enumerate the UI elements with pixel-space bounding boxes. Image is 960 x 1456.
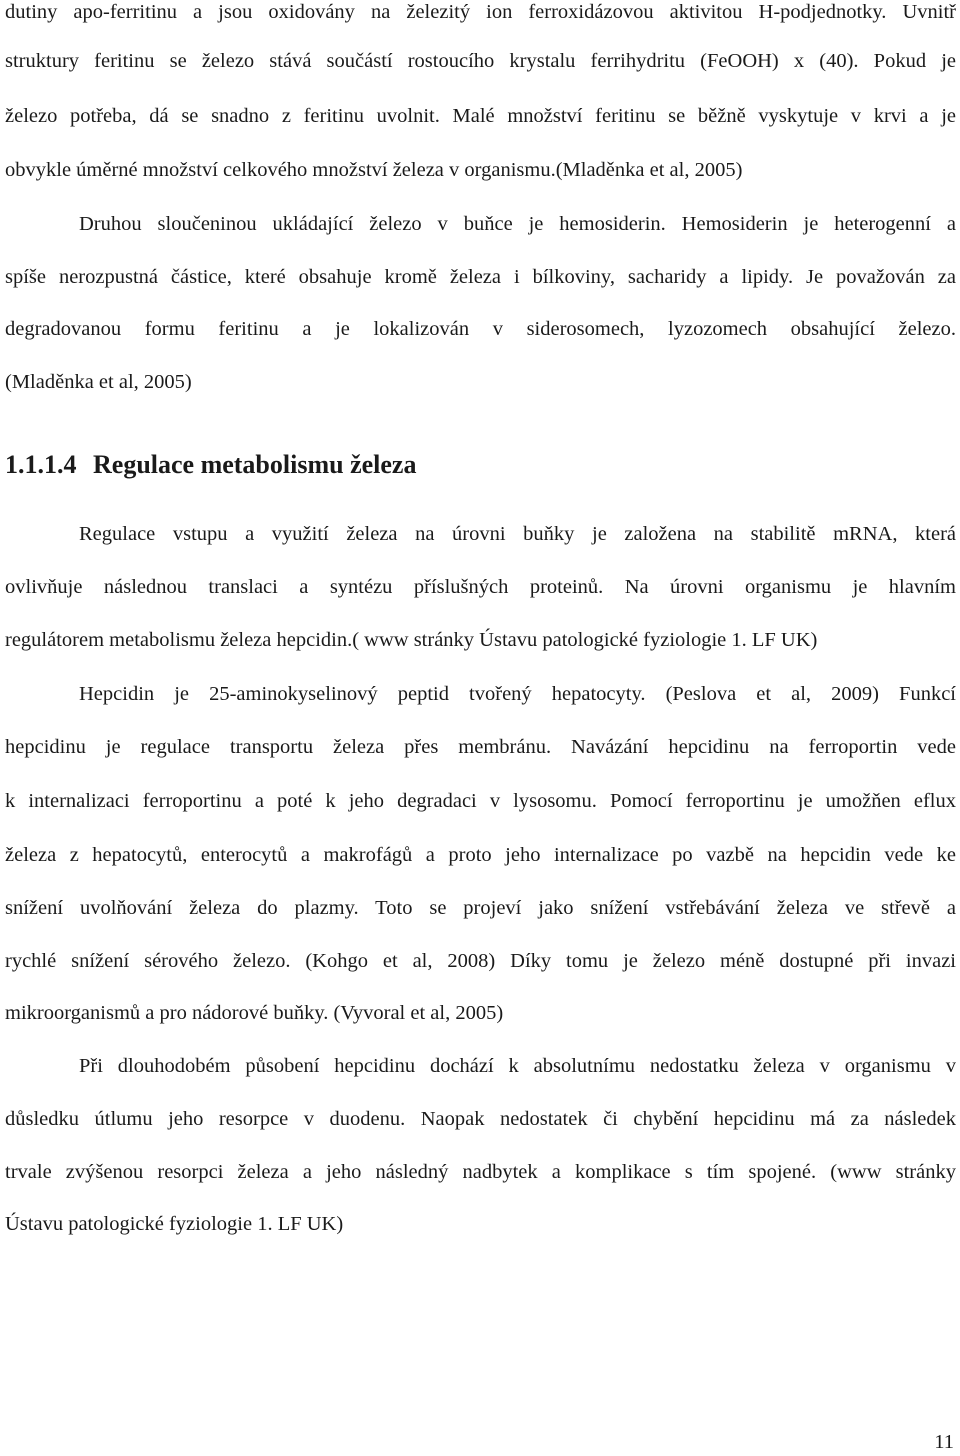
paragraph-3-line-2: ovlivňuje následnou translaci a syntézu příslušných proteinů. Na úrovni organismu je hlavním bbox=[5, 576, 956, 598]
paragraph-4-line-5: snížení uvolňování železa do plazmy. Toto se projeví jako snížení vstřebávání železa ve střevě a bbox=[5, 897, 956, 919]
paragraph-4-line-7: mikroorganismů a pro nádorové buňky. (Vyvoral et al, 2005) bbox=[5, 1002, 504, 1024]
paragraph-3-line-3: regulátorem metabolismu železa hepcidin.( www stránky Ústavu patologické fyziologie 1. LF UK) bbox=[5, 629, 818, 651]
paragraph-1-line-2: struktury feritinu se železo stává součástí rostoucího krystalu ferrihydritu (FeOOH) x (40). Pokud je bbox=[5, 50, 956, 72]
paragraph-4-line-3: k internalizaci ferroportinu a poté k jeho degradaci v lysosomu. Pomocí ferroportinu je umožňen eflux bbox=[5, 790, 956, 812]
paragraph-1-line-3: železo potřeba, dá se snadno z feritinu uvolnit. Malé množství feritinu se běžně vyskytuje v krvi a je bbox=[5, 105, 956, 127]
page-number: 11 bbox=[934, 1431, 954, 1453]
section-number: 1.1.1.4 bbox=[5, 450, 77, 479]
paragraph-3-line-1: Regulace vstupu a využití železa na úrovni buňky je založena na stabilitě mRNA, která bbox=[79, 523, 956, 545]
section-title: Regulace metabolismu železa bbox=[93, 450, 417, 479]
paragraph-2-line-2: spíše nerozpustná částice, které obsahuje kromě železa i bílkoviny, sacharidy a lipidy. Je považován za bbox=[5, 266, 956, 288]
paragraph-4-line-1: Hepcidin je 25-aminokyselinový peptid tvořený hepatocyty. (Peslova et al, 2009) Funkcí bbox=[79, 683, 956, 705]
paragraph-5-line-2: důsledku útlumu jeho resorpce v duodenu. Naopak nedostatek či chybění hepcidinu má za následek bbox=[5, 1108, 956, 1130]
paragraph-5-line-4: Ústavu patologické fyziologie 1. LF UK) bbox=[5, 1213, 344, 1235]
paragraph-4-line-6: rychlé snížení sérového železo. (Kohgo et al, 2008) Díky tomu je železo méně dostupné při invazi bbox=[5, 950, 956, 972]
paragraph-4-line-4: železa z hepatocytů, enterocytů a makrofágů a proto jeho internalizace po vazbě na hepcidin vede ke bbox=[5, 844, 956, 866]
section-heading bbox=[5, 450, 416, 480]
paragraph-1-line-4: obvykle úměrné množství celkového množství železa v organismu.(Mladěnka et al, 2005) bbox=[5, 159, 743, 181]
paragraph-2-line-1: Druhou sloučeninou ukládající železo v buňce je hemosiderin. Hemosiderin je heterogenní a bbox=[79, 213, 956, 235]
paragraph-5-line-3: trvale zvýšenou resorpci železa a jeho následný nadbytek a komplikace s tím spojené. (www stránky bbox=[5, 1161, 956, 1183]
paragraph-2-line-3: degradovanou formu feritinu a je lokalizován v siderosomech, lyzozomech obsahující železo. bbox=[5, 318, 956, 340]
paragraph-1-line-1: dutiny apo-ferritinu a jsou oxidovány na železitý ion ferroxidázovou aktivitou H-podjednotky. Uvnitř bbox=[5, 1, 956, 23]
paragraph-5-line-1: Při dlouhodobém působení hepcidinu dochází k absolutnímu nedostatku železa v organismu v bbox=[79, 1055, 956, 1077]
paragraph-4-line-2: hepcidinu je regulace transportu železa přes membránu. Navázání hepcidinu na ferroportin vede bbox=[5, 736, 956, 758]
paragraph-2-line-4: (Mladěnka et al, 2005) bbox=[5, 371, 192, 393]
